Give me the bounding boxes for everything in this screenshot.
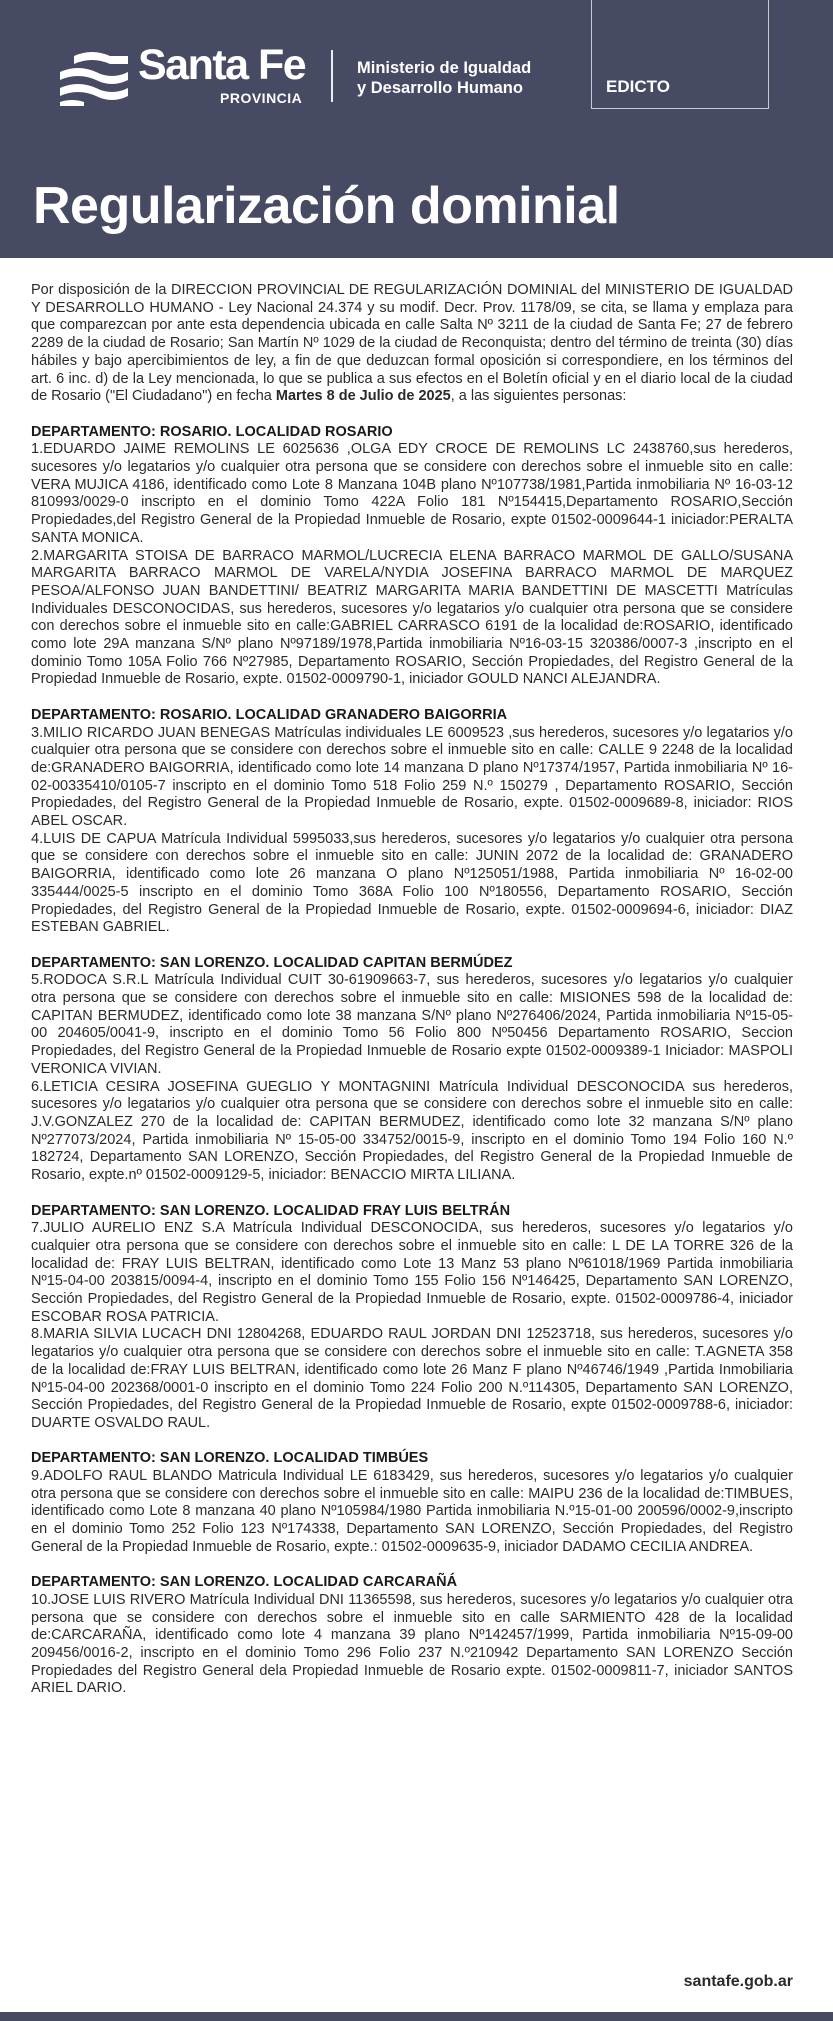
sections-list <box>31 424 793 1699</box>
intro-paragraph <box>31 282 793 406</box>
edict-entry: 8.MARIA SILVIA LUCACH DNI 12804268, EDUARDO RAUL JORDAN DNI 12523718, sus herederos, sucesores y/o legatarios y/o cualquier otra persona que se considere con derechos sobre el inmueble sito en calle: T.AGNETA 358 de la localidad de:FRAY LUIS BELTRAN, identificado como lote 26 Manz F plano Nº46746/1949 ,Partida Inmobiliaria Nº15-04-00 202368/0001-0 inscripto en el dominio Tomo 224 Folio 200 N.º114305, Departamento SAN LORENZO, Sección Propiedades, del Registro General de la Propiedad Inmueble de Rosario, expte 01502-0009788-6, iniciador: DUARTE OSVALDO RAUL. <box>31 1326 793 1431</box>
intro-text-end: , a las siguientes personas: <box>450 388 627 405</box>
edict-section <box>31 424 793 690</box>
brand-subtitle: PROVINCIA <box>220 90 303 106</box>
footer-url: santafe.gob.ar <box>683 1973 793 1990</box>
ministry-name <box>357 58 531 98</box>
edict-entry: 9.ADOLFO RAUL BLANDO Matricula Individual LE 6183429, sus herederos, sucesores y/o legatarios y/o cualquier otra persona que se considere con derechos sobre el inmueble sito en calle: MAIPU 236 de la localidad de:TIMBUES, identificado como Lote 8 manzana 40 plano Nº105984/1980 Partida inmobiliaria N.º15-01-00 200596/0002-9,inscripto en el dominio Tomo 252 Folio 123 Nº174338, Departamento SAN LORENZO, Sección Propiedades, del Registro General de la Propiedad Inmueble de Rosario, expte.: 01502-0009635-9, iniciador DADAMO CECILIA ANDREA. <box>31 1468 793 1555</box>
edict-section <box>31 1574 793 1698</box>
footer-bar <box>0 2012 833 2021</box>
edict-entry: 7.JULIO AURELIO ENZ S.A Matrícula Individual DESCONOCIDA, sus herederos, sucesores y/o legatarios y/o cualquier otra persona que se considere con derechos sobre el inmueble sito en calle: L DE LA TORRE 326 de la localidad de: FRAY LUIS BELTRAN, identificado como Lote 13 Manz 53 plano Nº61018/1969 Partida inmobiliaria Nº15-04-00 203815/0094-4, inscripto en el dominio Tomo 155 Folio 156 Nº146425, Departamento SAN LORENZO, Sección Propiedades, del Registro General de la Propiedad Inmueble de Rosario, expte. 01502-0009786-4, iniciador ESCOBAR ROSA PATRICIA. <box>31 1220 793 1325</box>
section-heading: DEPARTAMENTO: SAN LORENZO. LOCALIDAD CARCARAÑÁ <box>31 1574 458 1591</box>
santa-fe-logo-icon <box>58 50 130 106</box>
section-heading: DEPARTAMENTO: SAN LORENZO. LOCALIDAD TIMBÚES <box>31 1450 429 1467</box>
edict-entry: 6.LETICIA CESIRA JOSEFINA GUEGLIO Y MONTAGNINI Matrícula Individual DESCONOCIDA sus herederos, sucesores y/o legatarios y/o cualquier otra persona que se considere con derechos sobre el inmueble sito en calle: J.V.GONZALEZ 270 de la localidad de: CAPITAN BERMUDEZ, identificado como lote 32 manzana S/Nº plano Nº277073/2024, Partida inmobiliaria Nº 15-05-00 334752/0015-9, inscripto en el dominio Tomo 194 Folio 160 N.º 182724, Departamento SAN LORENZO, Sección Propiedades, del Registro General de la Propiedad Inmueble de Rosario, expte.nº 01502-0009129-5, iniciador: BENACCIO MIRTA LILIANA. <box>31 1078 793 1184</box>
section-heading: DEPARTAMENTO: SAN LORENZO. LOCALIDAD FRAY LUIS BELTRÁN <box>31 1202 511 1219</box>
edict-body <box>31 282 793 1716</box>
header-divider <box>331 50 333 102</box>
edicto-label: EDICTO <box>606 77 670 96</box>
edict-section <box>31 955 793 1185</box>
ministry-line-1: Ministerio de Igualdad <box>357 59 532 77</box>
section-heading: DEPARTAMENTO: ROSARIO. LOCALIDAD ROSARIO <box>31 423 393 440</box>
edict-entry: 10.JOSE LUIS RIVERO Matrícula Individual DNI 11365598, sus herederos, sucesores y/o legatarios y/o cualquier otra persona que se considere con derechos sobre el inmueble sito en calle SARMIENTO 428 de la localidad de:CARCARAÑA, identificado como lote 4 manzana 39 plano Nº142457/1999, Partida inmobiliaria Nº15-09-00 209456/0016-2, inscripto en el dominio Tomo 296 Folio 237 N.º210942 Departamento SAN LORENZO Sección Propiedades del Registro General dela Propiedad Inmueble de Rosario expte. 01502-0009811-7, iniciador SANTOS ARIEL DARIO. <box>31 1591 793 1697</box>
ministry-line-2: y Desarrollo Humano <box>357 79 523 97</box>
publication-date: Martes 8 de Julio de 2025 <box>275 388 451 405</box>
edict-entry: 5.RODOCA S.R.L Matrícula Individual CUIT 30-61909663-7, sus herederos, sucesores y/o legatarios y/o cualquier otra persona que se considere con derechos sobre el inmueble sito en calle: MISIONES 598 de la localidad de: CAPITAN BERMUDEZ, identificado como lote 38 manzana S/Nº plano Nº276406/2024, Partida inmobiliaria Nº15-05-00 204605/0041-9, inscripto en el dominio Tomo 56 Folio 800 Nº50456 Departamento ROSARIO, Seccion Propiedades, del Registro General de la Propiedad Inmueble de Rosario expte 01502-0009389-1 Iniciador: MASPOLI VERONICA VIVIAN. <box>31 972 793 1077</box>
header-band <box>0 0 833 258</box>
edict-section <box>31 707 793 937</box>
section-heading: DEPARTAMENTO: ROSARIO. LOCALIDAD GRANADERO BAIGORRIA <box>31 706 508 723</box>
page-title: Regularización dominial <box>33 177 620 235</box>
edict-entry: 4.LUIS DE CAPUA Matrícula Individual 5995033,sus herederos, sucesores y/o legatarios y/o cualquier otra persona que se considere con derechos sobre el inmueble sito en calle: JUNIN 2072 de la localidad de: GRANADERO BAIGORRIA, identificado como lote 26 manzana O plano Nº125051/1988, Partida inmobiliaria Nº 16-02-00 335444/0025-5 inscripto en el dominio Tomo 368A Folio 100 Nº180556, Departamento ROSARIO, Sección Propiedades, del Registro General de la Propiedad Inmueble de Rosario, expte. 01502-0009694-6, iniciador: DIAZ ESTEBAN GABRIEL. <box>31 830 793 936</box>
edict-entry: 2.MARGARITA STOISA DE BARRACO MARMOL/LUCRECIA ELENA BARRACO MARMOL DE GALLO/SUSANA MARGARITA BARRACO MARMOL DE VARELA/NYDIA JOSEFINA BARRACO MARMOL DE MARQUEZ PESOA/ALFONSO JUAN BANDETTINI/ BEATRIZ MARGARITA MARIA BANDETTINI DE MASCETTI Matrículas Individuales DESCONOCIDAS, sus herederos, sucesores y/o legatarios y/o cualquier otra persona que se considere con derechos sobre el inmueble sito en calle:GABRIEL CARRASCO 6191 de la localidad de:ROSARIO, identificado como lote 29A manzana S/Nº plano Nº97189/1978,Partida inmobiliaria Nº16-03-15 320386/0007-3 ,inscripto en el dominio Tomo 105A Folio 766 Nº27985, Departamento ROSARIO, Sección Propiedades, del Registro General de la Propiedad Inmueble de Rosario, expte. 01502-0009790-1, iniciador GOULD NANCI ALEJANDRA. <box>31 547 793 688</box>
edict-entry: 1.EDUARDO JAIME REMOLINS LE 6025636 ,OLGA EDY CROCE DE REMOLINS LC 2438760,sus herederos, sucesores y/o legatarios y/o cualquier otra persona que se considere con derechos sobre el inmueble sito en calle: VERA MUJICA 4186, identificado como Lote 8 Manzana 104B plano Nº107738/1981,Partida inmobiliaria Nº 16-03-12 810993/0029-0 inscripto en el dominio Tomo 422A Folio 181 Nº154415,Departamento ROSARIO,Sección Propiedades,del Registro General de la Propiedad Inmueble de Rosario, expte 01502-0009644-1 iniciador:PERALTA SANTA MONICA. <box>31 441 793 546</box>
section-heading: DEPARTAMENTO: SAN LORENZO. LOCALIDAD CAPITAN BERMÚDEZ <box>31 954 513 971</box>
edict-section <box>31 1450 793 1556</box>
brand-name: Santa Fe <box>138 41 306 89</box>
edict-section <box>31 1203 793 1433</box>
intro-text: Por disposición de la DIRECCION PROVINCIAL DE REGULARIZACIÓN DOMINIAL del MINISTERIO DE IGUALDAD Y DESARROLLO HUMANO - Ley Nacional 24.374 y su modif. Decr. Prov. 1178/09, se cita, se llama y emplaza para que comparezcan por ante esta dependencia ubicada en calle Salta Nº 3211 de la ciudad de Santa Fe; 27 de febrero 2289 de la ciudad de Rosario; San Martín Nº 1029 de la ciudad de Reconquista; dentro del término de treinta (30) días hábiles y bajo apercibimientos de ley, a fin de que deduzcan formal oposición si correspondiere, en los términos del art. 6 inc. d) de la Ley mencionada, lo que se publica a sus efectos en el Boletín oficial y en el diario local de la ciudad de Rosario ("El Ciudadano") en fecha <box>31 282 793 405</box>
edict-entry: 3.MILIO RICARDO JUAN BENEGAS Matrículas individuales LE 6009523 ,sus herederos, sucesores y/o legatarios y/o cualquier otra persona que se considere con derechos sobre el inmueble sito en calle: CALLE 9 2248 de la localidad de:GRANADERO BAIGORRIA, identificado como lote 14 manzana D plano Nº17374/1957, Partida inmobiliaria Nº 16-02-00335410/0105-7 inscripto en el dominio Tomo 518 Folio 259 N.º 150279 , Departamento ROSARIO, Sección Propiedades, del Registro General de la Propiedad Inmueble de Rosario, expte. 01502-0009689-8, iniciador: RIOS ABEL OSCAR. <box>31 724 793 830</box>
